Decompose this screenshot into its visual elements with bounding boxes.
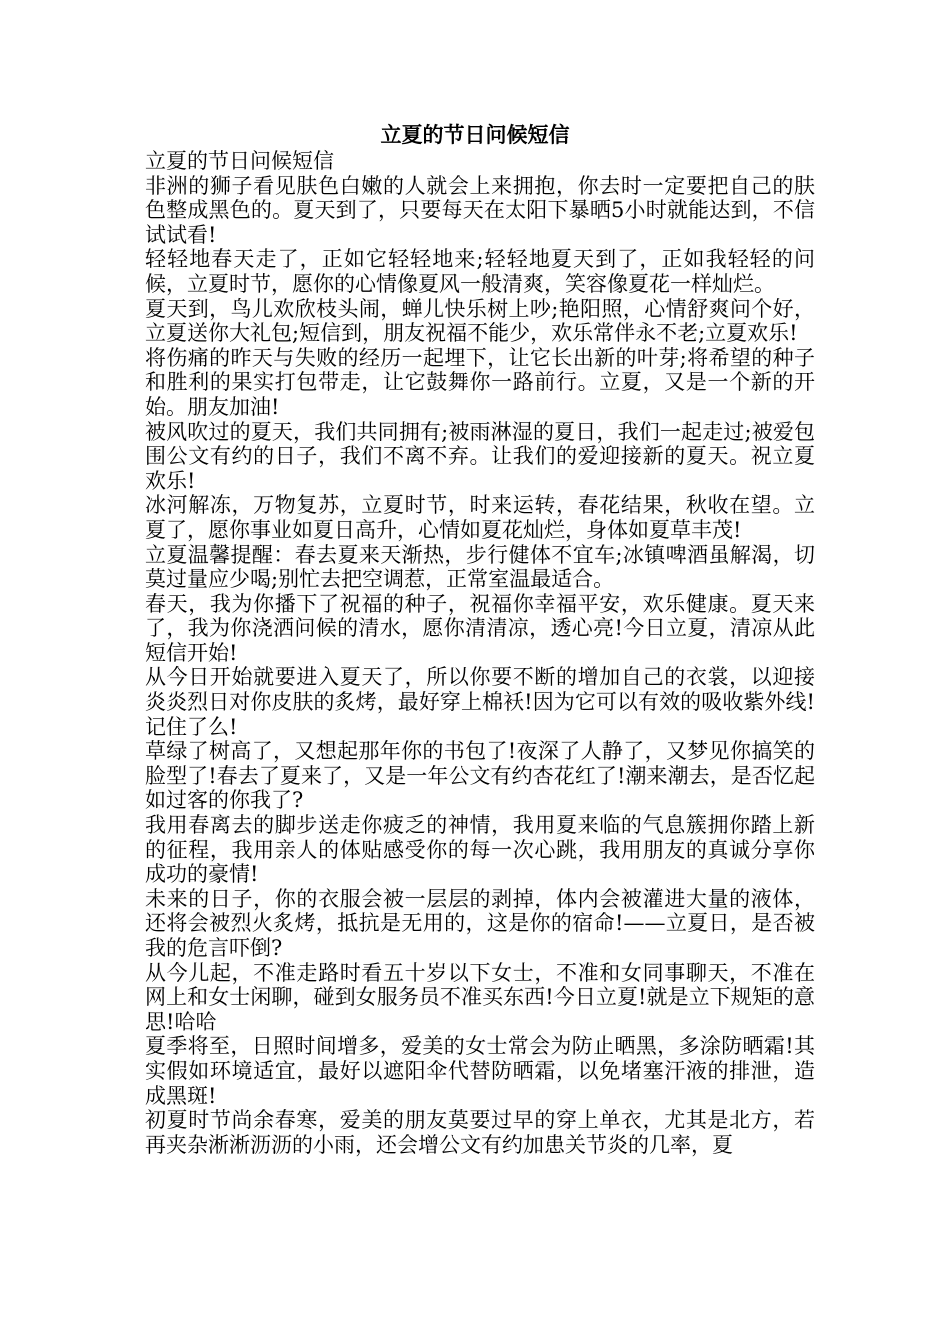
paragraph: 非洲的狮子看见肤色白嫩的人就会上来拥抱，你去时一定要把自己的肤色整成黑色的。夏天到了，只要每天在太阳下暴晒5小时就能达到，不信试试看! [145, 173, 815, 247]
paragraph: 冰河解冻，万物复苏，立夏时节，时来运转，春花结果，秋收在望。立夏了，愿你事业如夏日高升，心情如夏花灿烂，身体如夏草丰茂! [145, 493, 815, 542]
paragraph: 被风吹过的夏天，我们共同拥有;被雨淋湿的夏日，我们一起走过;被爱包围公文有约的日子，我们不离不弃。让我们的爱迎接新的夏天。祝立夏欢乐! [145, 419, 815, 493]
paragraph: 初夏时节尚余春寒，爱美的朋友莫要过早的穿上单衣，尤其是北方，若再夹杂淅淅沥沥的小雨，还会增公文有约加患关节炎的几率，夏 [145, 1108, 815, 1157]
paragraph: 将伤痛的昨天与失败的经历一起埋下，让它长出新的叶芽;将希望的种子和胜利的果实打包带走，让它鼓舞你一路前行。立夏，又是一个新的开始。朋友加油! [145, 345, 815, 419]
paragraph: 从今日开始就要进入夏天了，所以你要不断的增加自己的衣裳，以迎接炎炎烈日对你皮肤的炙烤，最好穿上棉袄!因为它可以有效的吸收紫外线!记住了么! [145, 665, 815, 739]
paragraph: 草绿了树高了，又想起那年你的书包了!夜深了人静了，又梦见你搞笑的脸型了!春去了夏来了，又是一年公文有约杏花红了!潮来潮去，是否忆起如过客的你我了? [145, 739, 815, 813]
paragraph: 未来的日子，你的衣服会被一层层的剥掉，体内会被灌进大量的液体，还将会被烈火炙烤，抵抗是无用的，这是你的宿命!——立夏日，是否被我的危言吓倒? [145, 886, 815, 960]
document-title: 立夏的节日问候短信 [380, 122, 570, 147]
paragraph: 轻轻地春天走了，正如它轻轻地来;轻轻地夏天到了，正如我轻轻的问候，立夏时节，愿你的心情像夏风一般清爽，笑容像夏花一样灿烂。 [145, 247, 815, 296]
paragraph: 立夏温馨提醒：春去夏来天渐热，步行健体不宜车;冰镇啤酒虽解渴，切莫过量应少喝;别忙去把空调惹，正常室温最适合。 [145, 542, 815, 592]
paragraph: 夏天到，鸟儿欢欣枝头闹，蝉儿快乐树上吵;艳阳照，心情舒爽问个好，立夏送你大礼包;短信到，朋友祝福不能少，欢乐常伴永不老;立夏欢乐! [145, 296, 815, 346]
paragraph: 我用春离去的脚步送走你疲乏的神情，我用夏来临的气息簇拥你踏上新的征程，我用亲人的体贴感受你的每一次心跳，我用朋友的真诚分享你成功的豪情! [145, 813, 815, 887]
paragraph: 立夏的节日问候短信 [145, 149, 334, 173]
document-body [145, 149, 815, 1157]
paragraph: 夏季将至，日照时间增多，爱美的女士常会为防止晒黑，多涂防晒霜!其实假如环境适宜，最好以遮阳伞代替防晒霜，以免堵塞汗液的排泄，造成黑斑! [145, 1034, 815, 1108]
paragraph: 春天，我为你播下了祝福的种子，祝福你幸福平安，欢乐健康。夏天来了，我为你浇洒问候的清水，愿你清清凉，透心亮!今日立夏，清凉从此短信开始! [145, 591, 815, 665]
paragraph: 从今儿起，不准走路时看五十岁以下女士，不准和女同事聊天，不准在网上和女士闲聊，碰到女服务员不准买东西!今日立夏!就是立下规矩的意思!哈哈 [145, 960, 815, 1034]
